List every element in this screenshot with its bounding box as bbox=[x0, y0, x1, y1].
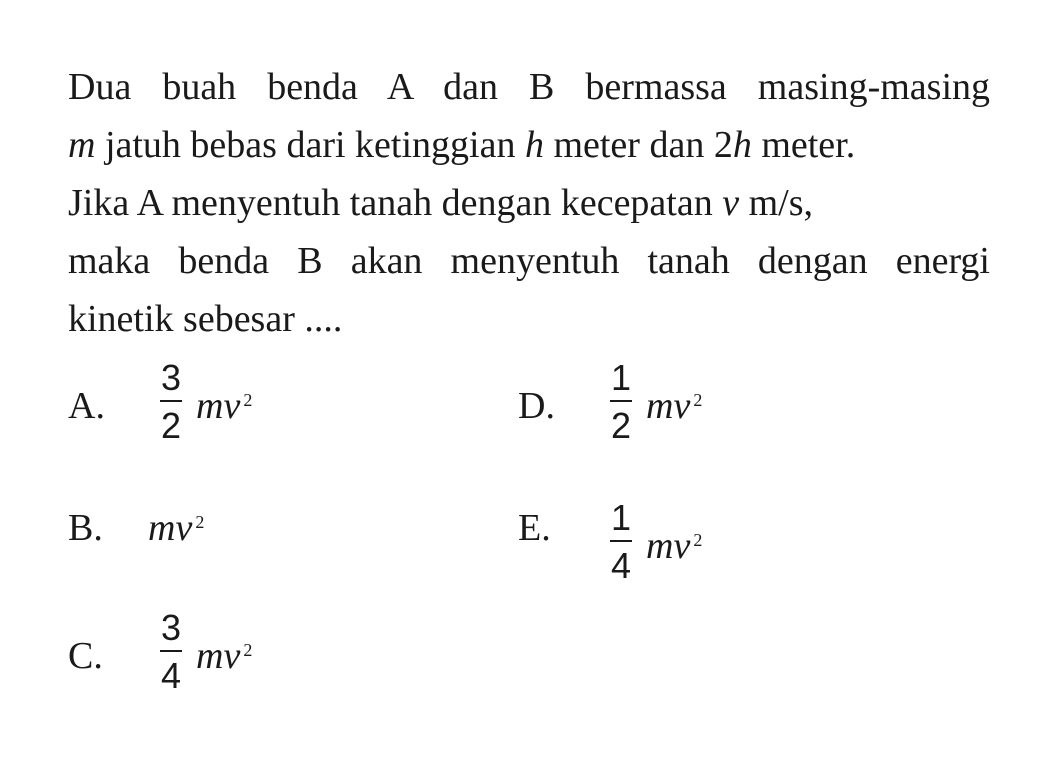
fraction-bar bbox=[160, 400, 182, 402]
question-text-segment: Dua buah benda A dan B bermassa masing-masing bbox=[68, 66, 990, 108]
fraction bbox=[606, 498, 636, 588]
question-line-2 bbox=[68, 116, 998, 174]
expression-base: mv bbox=[646, 525, 691, 567]
question-line-1 bbox=[68, 58, 990, 116]
option-expression bbox=[196, 634, 252, 678]
question-text-segment: Jika A menyentuh tanah dengan kecepatan bbox=[68, 182, 723, 224]
expression-exponent: 2 bbox=[693, 390, 703, 410]
fraction-denominator: 2 bbox=[610, 405, 632, 446]
option-expression bbox=[196, 384, 252, 428]
variable-h: h bbox=[524, 124, 544, 166]
expression-base: mv bbox=[148, 507, 193, 549]
question-text-segment: maka benda B akan menyentuh tanah dengan energi bbox=[68, 240, 990, 282]
option-letter: D. bbox=[518, 385, 555, 427]
option-expression bbox=[148, 506, 204, 550]
fraction-denominator: 4 bbox=[160, 655, 182, 696]
expression-base: mv bbox=[196, 385, 241, 427]
fraction-bar bbox=[610, 400, 632, 402]
option-expression bbox=[646, 384, 702, 428]
variable-m: m bbox=[68, 124, 96, 166]
option-letter: A. bbox=[68, 385, 105, 427]
fraction bbox=[606, 358, 636, 448]
fraction-bar bbox=[160, 650, 182, 652]
option-expression bbox=[646, 524, 702, 568]
question-text-segment: kinetik sebesar .... bbox=[68, 298, 343, 340]
option-letter: E. bbox=[518, 507, 551, 549]
question-line-3 bbox=[68, 174, 998, 232]
fraction bbox=[156, 608, 186, 698]
fraction-numerator: 1 bbox=[610, 497, 632, 538]
question-text bbox=[68, 58, 998, 348]
expression-exponent: 2 bbox=[693, 530, 703, 550]
question-text-segment: m/s, bbox=[739, 182, 814, 224]
fraction bbox=[156, 358, 186, 448]
variable-h: h bbox=[732, 124, 752, 166]
question-text-segment: jatuh bebas dari ketinggian bbox=[95, 124, 525, 166]
question-line-5 bbox=[68, 290, 998, 348]
expression-exponent: 2 bbox=[243, 390, 253, 410]
fraction-bar bbox=[610, 540, 632, 542]
expression-exponent: 2 bbox=[195, 512, 205, 532]
question-text-segment: meter dan 2 bbox=[543, 124, 733, 166]
question-text-segment: meter. bbox=[751, 124, 856, 166]
expression-base: mv bbox=[196, 635, 241, 677]
option-letter: B. bbox=[68, 507, 103, 549]
fraction-numerator: 1 bbox=[610, 357, 632, 398]
expression-exponent: 2 bbox=[243, 640, 253, 660]
question-line-4 bbox=[68, 232, 990, 290]
expression-base: mv bbox=[646, 385, 691, 427]
option-letter: C. bbox=[68, 635, 103, 677]
fraction-denominator: 4 bbox=[610, 545, 632, 586]
fraction-numerator: 3 bbox=[160, 357, 182, 398]
fraction-denominator: 2 bbox=[160, 405, 182, 446]
variable-v: v bbox=[722, 182, 740, 224]
fraction-numerator: 3 bbox=[160, 607, 182, 648]
